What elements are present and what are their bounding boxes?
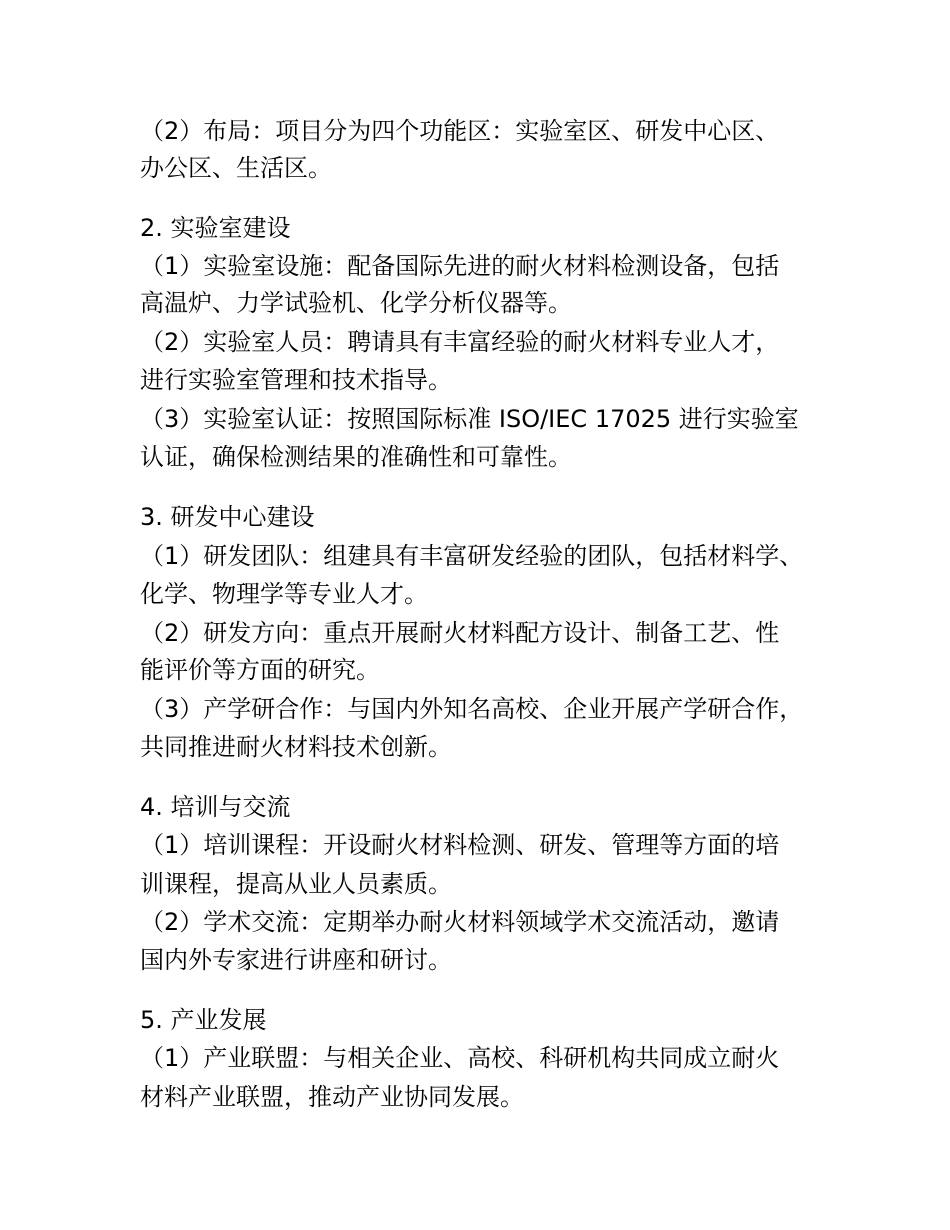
paragraph-line: （1）培训课程：开设耐火材料检测、研发、管理等方面的培 — [140, 831, 780, 859]
layout-item-line-1: （2）布局：项目分为四个功能区：实验室区、研发中心区、 — [140, 117, 780, 145]
paragraph-line: 化学、物理学等专业人才。 — [140, 580, 428, 608]
paragraph-line: 进行实验室管理和技术指导。 — [140, 366, 452, 394]
paragraph-line: 共同推进耐火材料技术创新。 — [140, 733, 452, 761]
paragraph-line: 认证，确保检测结果的准确性和可靠性。 — [140, 443, 572, 471]
paragraph-line: （3）产学研合作：与国内外知名高校、企业开展产学研合作， — [140, 695, 804, 723]
paragraph-line: （3）实验室认证：按照国际标准 ISO/IEC 17025 进行实验室 — [140, 405, 799, 433]
paragraph-line: （2）学术交流：定期举办耐火材料领域学术交流活动，邀请 — [140, 908, 780, 936]
paragraph-line: 高温炉、力学试验机、化学分析仪器等。 — [140, 289, 572, 317]
paragraph-line: （1）产业联盟：与相关企业、高校、科研机构共同成立耐火 — [140, 1044, 780, 1072]
section-heading-rd-center: 3. 研发中心建设 — [140, 503, 315, 531]
paragraph-line: （2）实验室人员：聘请具有丰富经验的耐火材料专业人才， — [140, 328, 780, 356]
section-heading-training-exchange: 4. 培训与交流 — [140, 793, 291, 821]
paragraph-line: 国内外专家进行讲座和研讨。 — [140, 946, 452, 974]
paragraph-line: （2）研发方向：重点开展耐火材料配方设计、制备工艺、性 — [140, 619, 780, 647]
paragraph-line: （1）研发团队：组建具有丰富研发经验的团队，包括材料学、 — [140, 542, 804, 570]
section-heading-lab-construction: 2. 实验室建设 — [140, 214, 291, 242]
paragraph-line: 训课程，提高从业人员素质。 — [140, 870, 452, 898]
paragraph-line: 材料产业联盟，推动产业协同发展。 — [140, 1083, 524, 1111]
section-heading-industry-development: 5. 产业发展 — [140, 1006, 267, 1034]
paragraph-line: （1）实验室设施：配备国际先进的耐火材料检测设备，包括 — [140, 252, 780, 280]
paragraph-line: 能评价等方面的研究。 — [140, 656, 380, 684]
layout-item-line-2: 办公区、生活区。 — [140, 154, 332, 182]
